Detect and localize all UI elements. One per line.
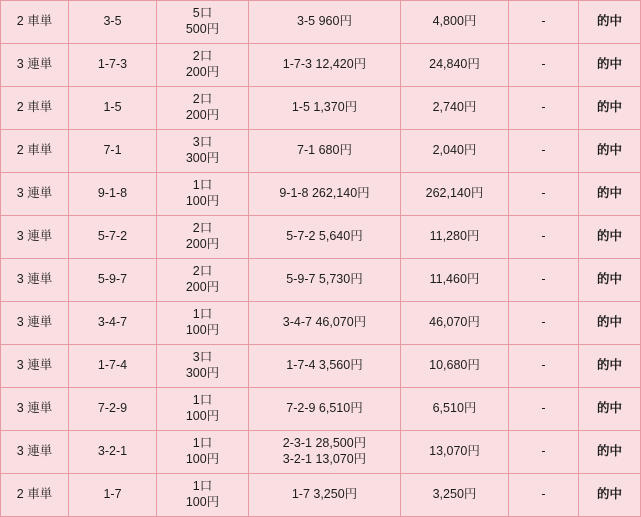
bet-type-cell: 3 連単 <box>1 173 69 216</box>
combination-cell: 3-2-1 <box>69 431 157 474</box>
result-badge: 的中 <box>579 388 641 431</box>
empty-cell: - <box>509 216 579 259</box>
units-line: 100円 <box>185 194 220 208</box>
units-line: 200円 <box>185 280 220 294</box>
result-badge: 的中 <box>579 259 641 302</box>
units-line: 100円 <box>185 495 220 509</box>
units-line: 1口 <box>192 436 213 451</box>
total-return-cell: 11,280円 <box>401 216 509 259</box>
result-badge: 的中 <box>579 173 641 216</box>
table-body <box>1 1 641 517</box>
empty-cell: - <box>509 431 579 474</box>
payout-odds-cell <box>249 388 401 431</box>
combination-cell: 7-2-9 <box>69 388 157 431</box>
table-row <box>1 474 641 517</box>
total-return-cell: 262,140円 <box>401 173 509 216</box>
total-return-cell: 2,040円 <box>401 130 509 173</box>
payout-line: 1-5 1,370円 <box>291 100 358 115</box>
bet-type-cell: 2 車単 <box>1 87 69 130</box>
units-line: 200円 <box>185 237 220 251</box>
table-row <box>1 173 641 216</box>
units-amount-cell <box>157 1 249 44</box>
result-badge: 的中 <box>579 130 641 173</box>
payout-line: 1-7-4 3,560円 <box>286 358 363 373</box>
units-line: 1口 <box>192 393 213 408</box>
total-return-cell: 13,070円 <box>401 431 509 474</box>
combination-cell: 7-1 <box>69 130 157 173</box>
units-line: 300円 <box>185 366 220 380</box>
total-return-cell: 4,800円 <box>401 1 509 44</box>
combination-cell: 1-7-3 <box>69 44 157 87</box>
result-badge: 的中 <box>579 44 641 87</box>
units-line: 200円 <box>185 108 220 122</box>
payout-line: 3-5 960円 <box>297 14 352 29</box>
payout-line: 2-3-1 28,500円 <box>282 436 367 451</box>
table-row <box>1 345 641 388</box>
units-line: 100円 <box>185 323 220 337</box>
units-amount-cell <box>157 259 249 302</box>
empty-cell: - <box>509 130 579 173</box>
table-row <box>1 216 641 259</box>
units-line: 1口 <box>192 479 213 494</box>
units-amount-cell <box>157 388 249 431</box>
bet-type-cell: 3 連単 <box>1 302 69 345</box>
units-line: 2口 <box>192 264 213 279</box>
combination-cell: 3-5 <box>69 1 157 44</box>
empty-cell: - <box>509 388 579 431</box>
result-badge: 的中 <box>579 302 641 345</box>
total-return-cell: 24,840円 <box>401 44 509 87</box>
payout-odds-cell <box>249 474 401 517</box>
units-line: 1口 <box>192 178 213 193</box>
table-row <box>1 302 641 345</box>
payout-line: 1-7-3 12,420円 <box>282 57 367 72</box>
table-row <box>1 388 641 431</box>
units-line: 200円 <box>185 65 220 79</box>
result-badge: 的中 <box>579 216 641 259</box>
units-line: 2口 <box>192 49 213 64</box>
bet-type-cell: 2 車単 <box>1 474 69 517</box>
combination-cell: 1-7 <box>69 474 157 517</box>
payout-line: 7-2-9 6,510円 <box>286 401 363 416</box>
payout-line: 9-1-8 262,140円 <box>279 186 370 201</box>
payout-line: 7-1 680円 <box>297 143 352 158</box>
units-line: 2口 <box>192 221 213 236</box>
payout-odds-cell <box>249 44 401 87</box>
payout-line: 1-7 3,250円 <box>291 487 358 502</box>
units-line: 100円 <box>185 409 220 423</box>
empty-cell: - <box>509 44 579 87</box>
table-row <box>1 87 641 130</box>
units-line: 3口 <box>192 350 213 365</box>
units-line: 1口 <box>192 307 213 322</box>
empty-cell: - <box>509 345 579 388</box>
units-amount-cell <box>157 474 249 517</box>
total-return-cell: 46,070円 <box>401 302 509 345</box>
total-return-cell: 10,680円 <box>401 345 509 388</box>
table-row <box>1 44 641 87</box>
bet-type-cell: 3 連単 <box>1 44 69 87</box>
units-amount-cell <box>157 173 249 216</box>
total-return-cell: 6,510円 <box>401 388 509 431</box>
units-amount-cell <box>157 302 249 345</box>
empty-cell: - <box>509 259 579 302</box>
empty-cell: - <box>509 474 579 517</box>
units-amount-cell <box>157 345 249 388</box>
result-badge: 的中 <box>579 1 641 44</box>
table-row <box>1 431 641 474</box>
payout-odds-cell <box>249 302 401 345</box>
bet-type-cell: 3 連単 <box>1 345 69 388</box>
units-line: 5口 <box>192 6 213 21</box>
combination-cell: 3-4-7 <box>69 302 157 345</box>
units-line: 100円 <box>185 452 220 466</box>
units-amount-cell <box>157 87 249 130</box>
payout-odds-cell <box>249 1 401 44</box>
payout-odds-cell <box>249 216 401 259</box>
total-return-cell: 11,460円 <box>401 259 509 302</box>
units-line: 300円 <box>185 151 220 165</box>
total-return-cell: 3,250円 <box>401 474 509 517</box>
combination-cell: 1-7-4 <box>69 345 157 388</box>
combination-cell: 5-9-7 <box>69 259 157 302</box>
payout-odds-cell <box>249 130 401 173</box>
payout-odds-cell <box>249 87 401 130</box>
result-badge: 的中 <box>579 87 641 130</box>
result-badge: 的中 <box>579 345 641 388</box>
bet-type-cell: 3 連単 <box>1 216 69 259</box>
payout-line: 5-7-2 5,640円 <box>286 229 363 244</box>
units-line: 3口 <box>192 135 213 150</box>
table-row <box>1 259 641 302</box>
payout-line: 3-2-1 13,070円 <box>282 452 367 466</box>
payout-odds-cell <box>249 345 401 388</box>
payout-odds-cell <box>249 259 401 302</box>
result-badge: 的中 <box>579 431 641 474</box>
units-amount-cell <box>157 44 249 87</box>
bet-type-cell: 3 連単 <box>1 388 69 431</box>
payout-line: 5-9-7 5,730円 <box>286 272 363 287</box>
bet-type-cell: 3 連単 <box>1 431 69 474</box>
units-amount-cell <box>157 431 249 474</box>
empty-cell: - <box>509 302 579 345</box>
empty-cell: - <box>509 87 579 130</box>
payout-odds-cell <box>249 173 401 216</box>
payout-odds-cell <box>249 431 401 474</box>
table-row <box>1 130 641 173</box>
empty-cell: - <box>509 1 579 44</box>
units-line: 2口 <box>192 92 213 107</box>
combination-cell: 5-7-2 <box>69 216 157 259</box>
result-badge: 的中 <box>579 474 641 517</box>
units-amount-cell <box>157 130 249 173</box>
total-return-cell: 2,740円 <box>401 87 509 130</box>
bet-type-cell: 2 車単 <box>1 1 69 44</box>
bet-type-cell: 3 連単 <box>1 259 69 302</box>
combination-cell: 1-5 <box>69 87 157 130</box>
payout-line: 3-4-7 46,070円 <box>282 315 367 330</box>
units-line: 500円 <box>185 22 220 36</box>
empty-cell: - <box>509 173 579 216</box>
table-row <box>1 1 641 44</box>
units-amount-cell <box>157 216 249 259</box>
bet-type-cell: 2 車単 <box>1 130 69 173</box>
combination-cell: 9-1-8 <box>69 173 157 216</box>
